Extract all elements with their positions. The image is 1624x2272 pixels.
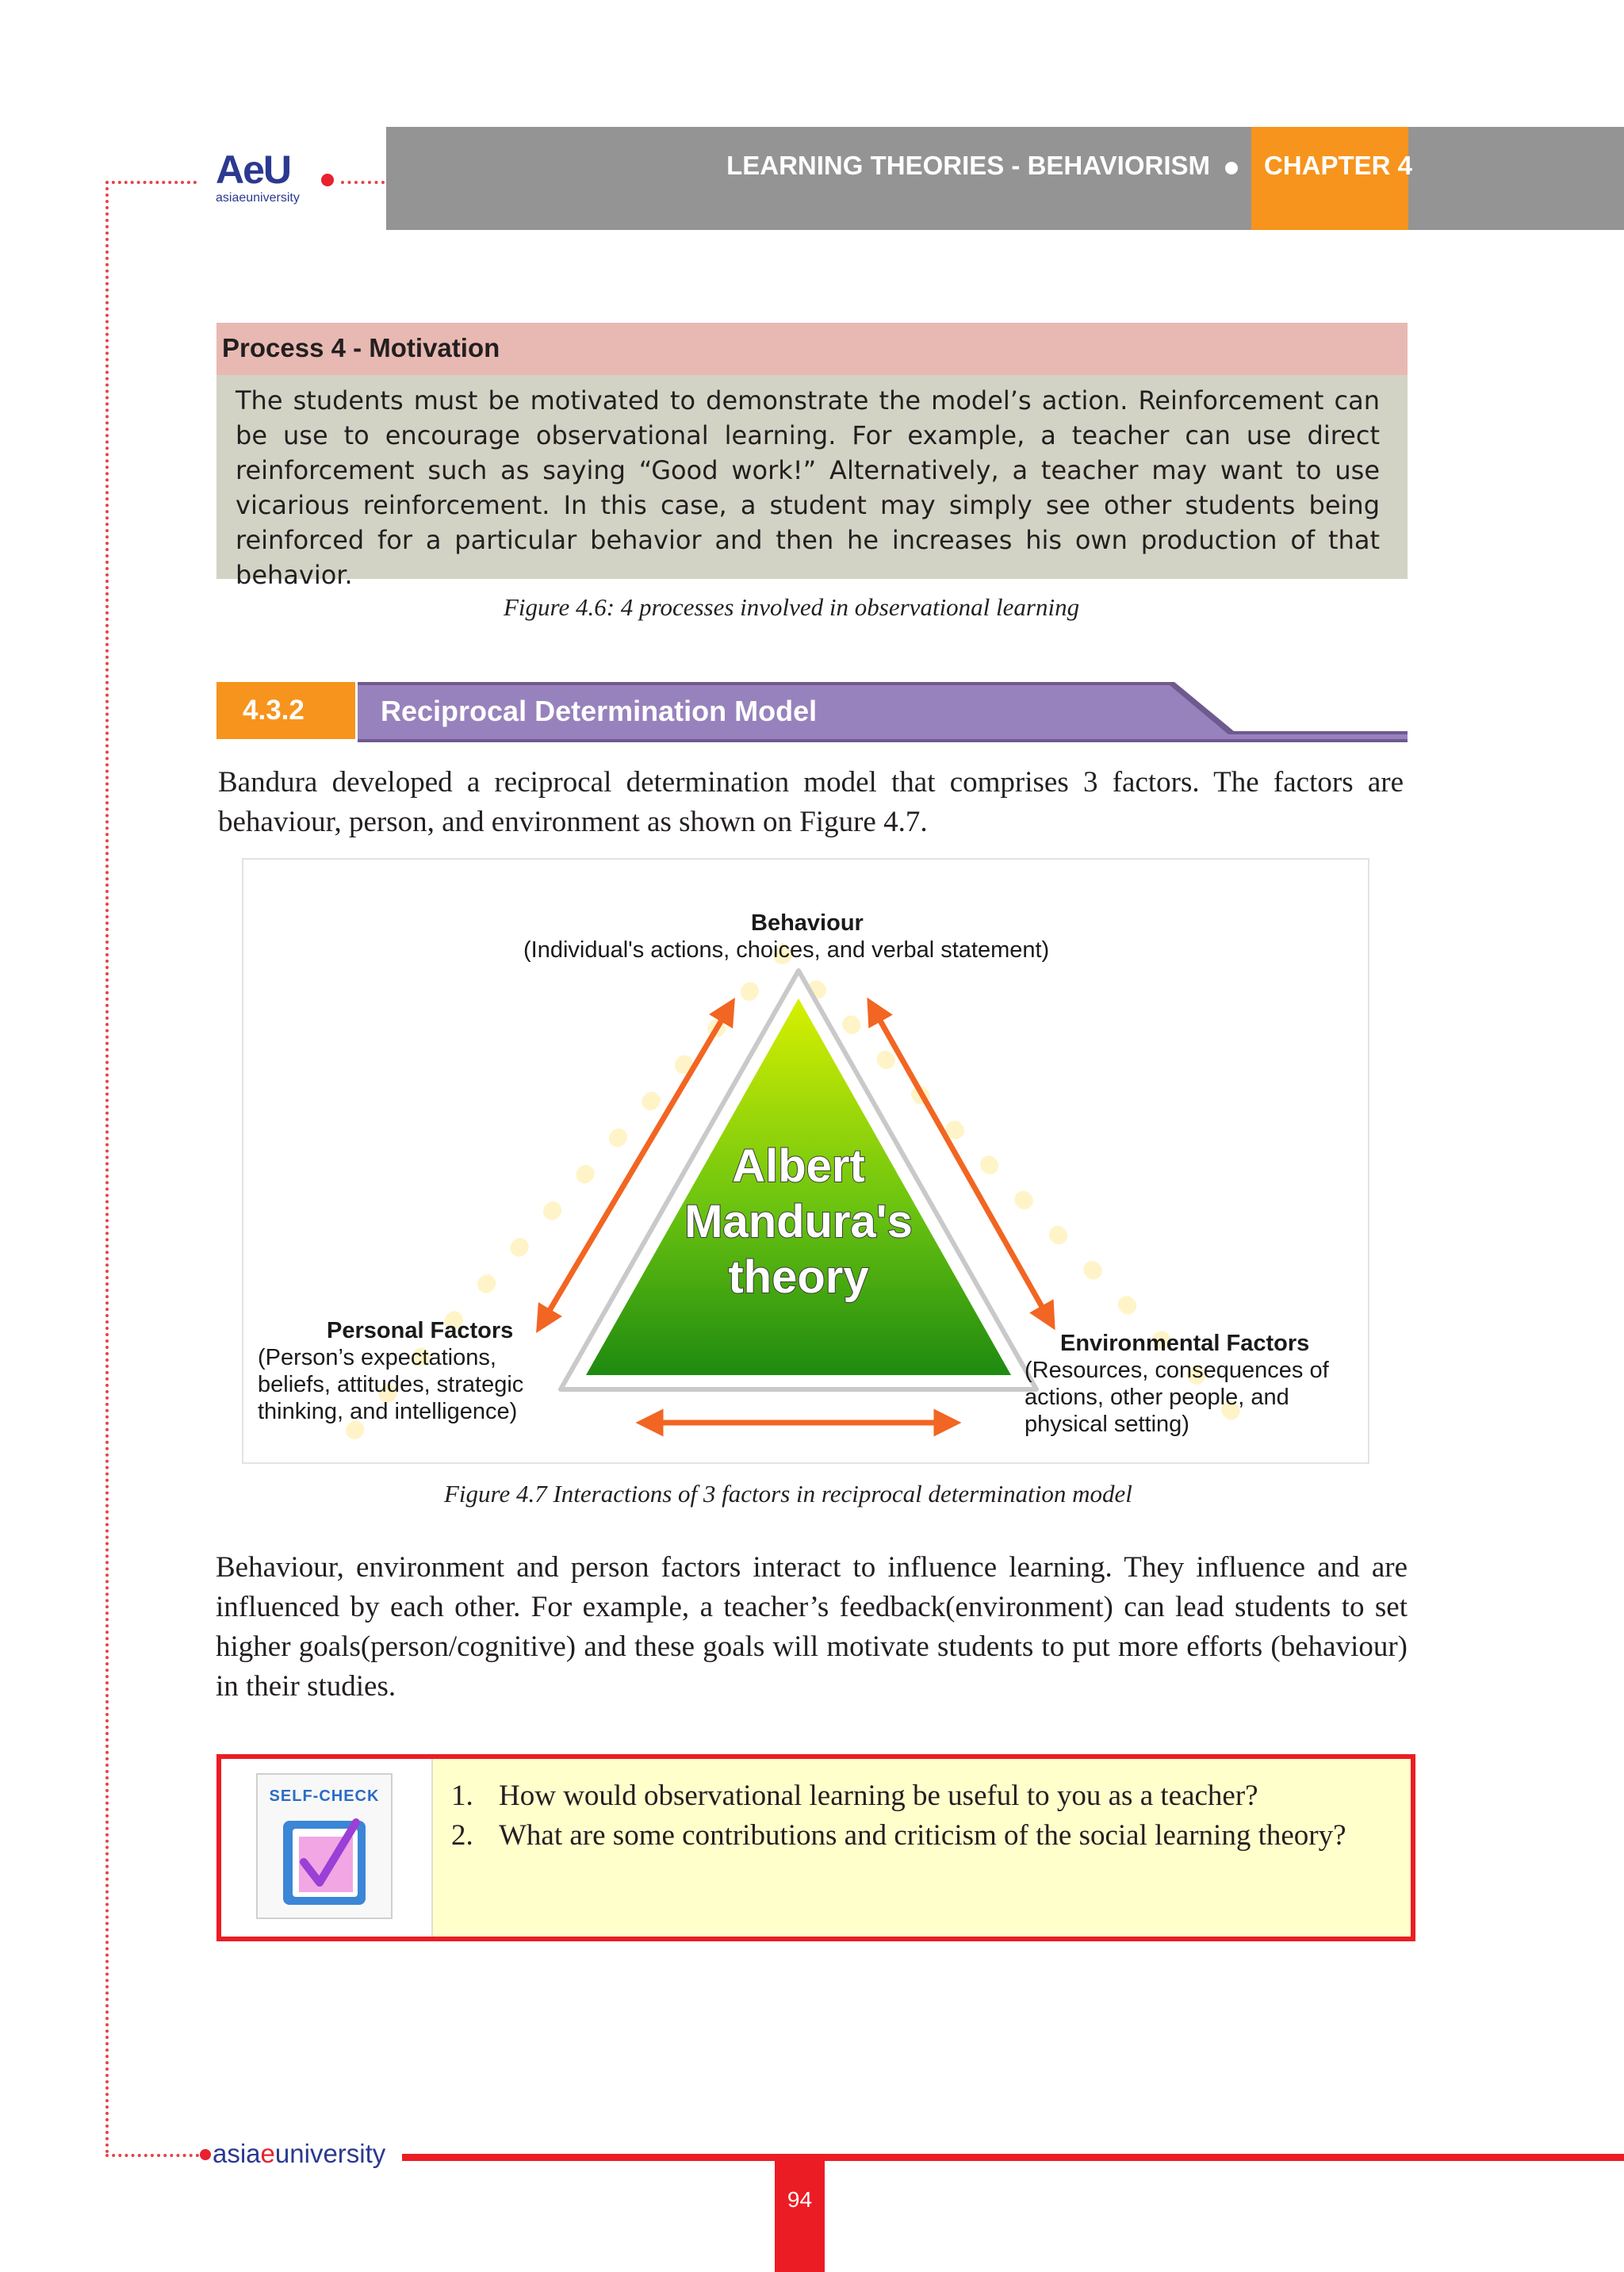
question-2-number: 2. [451, 1819, 473, 1852]
environmental-line2: actions, other people, and [1025, 1385, 1289, 1410]
center-text-line2: Mandura's [684, 1196, 913, 1247]
top-dotted-rule [105, 181, 197, 184]
environmental-line3: physical setting) [1025, 1412, 1189, 1437]
footer-logo [213, 2139, 385, 2169]
footer-logo-part2: university [274, 2139, 386, 2168]
footer-red-line [402, 2154, 1624, 2161]
page-number-tab [775, 2154, 825, 2272]
footer-logo-part1: asia [213, 2139, 261, 2168]
personal-title: Personal Factors [327, 1318, 514, 1343]
personal-line2: beliefs, attitudes, strategic [258, 1372, 524, 1397]
left-dotted-rule [105, 181, 109, 2155]
question-1-text: How would observational learning be useful to you as a teacher? [499, 1780, 1258, 1812]
process-box-body [216, 375, 1408, 590]
self-check-icon-area [221, 1759, 433, 1937]
question-1-number: 1. [451, 1780, 473, 1812]
behaviour-desc: (Individual's actions, choices, and verbal statement) [523, 937, 1050, 963]
logo-mark: AeU [216, 148, 291, 192]
top-dotted-rule-2 [341, 181, 385, 184]
logo-subtitle: asiaeuniversity [216, 191, 300, 205]
process-box-title: Process 4 - Motivation [222, 333, 500, 362]
intro-paragraph: Bandura developed a reciprocal determination model that comprises 3 factors. The factors are behaviour, person, and environment as shown on Figure 4.7. [218, 766, 1404, 838]
environmental-line1: (Resources, consequences of [1025, 1358, 1329, 1383]
process-box-text: The students must be motivated to demonstrate the model’s action. Reinforcement can be use to encourage observational learning. For example, a teacher can use direct reinforcement such as saying “Good work!” Alternatively, a teacher may want to use vicarious reinforcement. In this case, a student may simply see other students being reinforced for a particular behavior and then he increases his own production of that behavior. [236, 385, 1380, 590]
personal-line3: thinking, and intelligence) [258, 1399, 518, 1424]
center-text-line3: theory [728, 1251, 869, 1303]
question-1 [451, 1776, 1392, 1816]
self-check-label: SELF-CHECK [269, 1787, 380, 1805]
environmental-title: Environmental Factors [1060, 1331, 1310, 1356]
checkbox-icon [258, 1775, 391, 1918]
header-title: LEARNING THEORIES - BEHAVIORISM [726, 151, 1210, 180]
chapter-tab [1251, 127, 1413, 230]
section-number: 4.3.2 [243, 695, 304, 726]
header-bullet [1225, 162, 1238, 174]
behaviour-title: Behaviour [751, 910, 864, 936]
footer-dot [200, 2149, 211, 2160]
figure-4-7-caption: Figure 4.7 Interactions of 3 factors in reciprocal determination model [444, 1480, 1132, 1508]
question-2-text: What are some contributions and criticism of the social learning theory? [499, 1819, 1346, 1852]
question-2 [451, 1816, 1392, 1856]
footer-logo-e: e [260, 2139, 275, 2168]
self-check-box [216, 1754, 1415, 1941]
page-number: 94 [787, 2187, 813, 2212]
personal-line1: (Person’s expectations, [258, 1345, 496, 1370]
reciprocal-model-figure [242, 858, 1369, 1464]
chapter-label: CHAPTER 4 [1264, 151, 1413, 180]
center-text-line1: Albert [732, 1140, 865, 1192]
figure-4-6-caption: Figure 4.6: 4 processes involved in observational learning [504, 593, 1080, 621]
bottom-dotted-rule [105, 2154, 199, 2157]
section-title: Reciprocal Determination Model [381, 695, 818, 727]
body-paragraph: Behaviour, environment and person factors interact to influence learning. They influence and are influenced by each other. For example, a teacher’s feedback(environment) can lead students to set higher goals(person/cognitive) and these goals will motivate students to put more efforts (behaviour) in their studies. [216, 1551, 1408, 1703]
self-check-icon [256, 1773, 393, 1919]
self-check-questions [451, 1776, 1392, 1856]
process-box-header [216, 323, 1408, 375]
logo-dot [321, 174, 334, 186]
section-number-tab [216, 682, 355, 739]
